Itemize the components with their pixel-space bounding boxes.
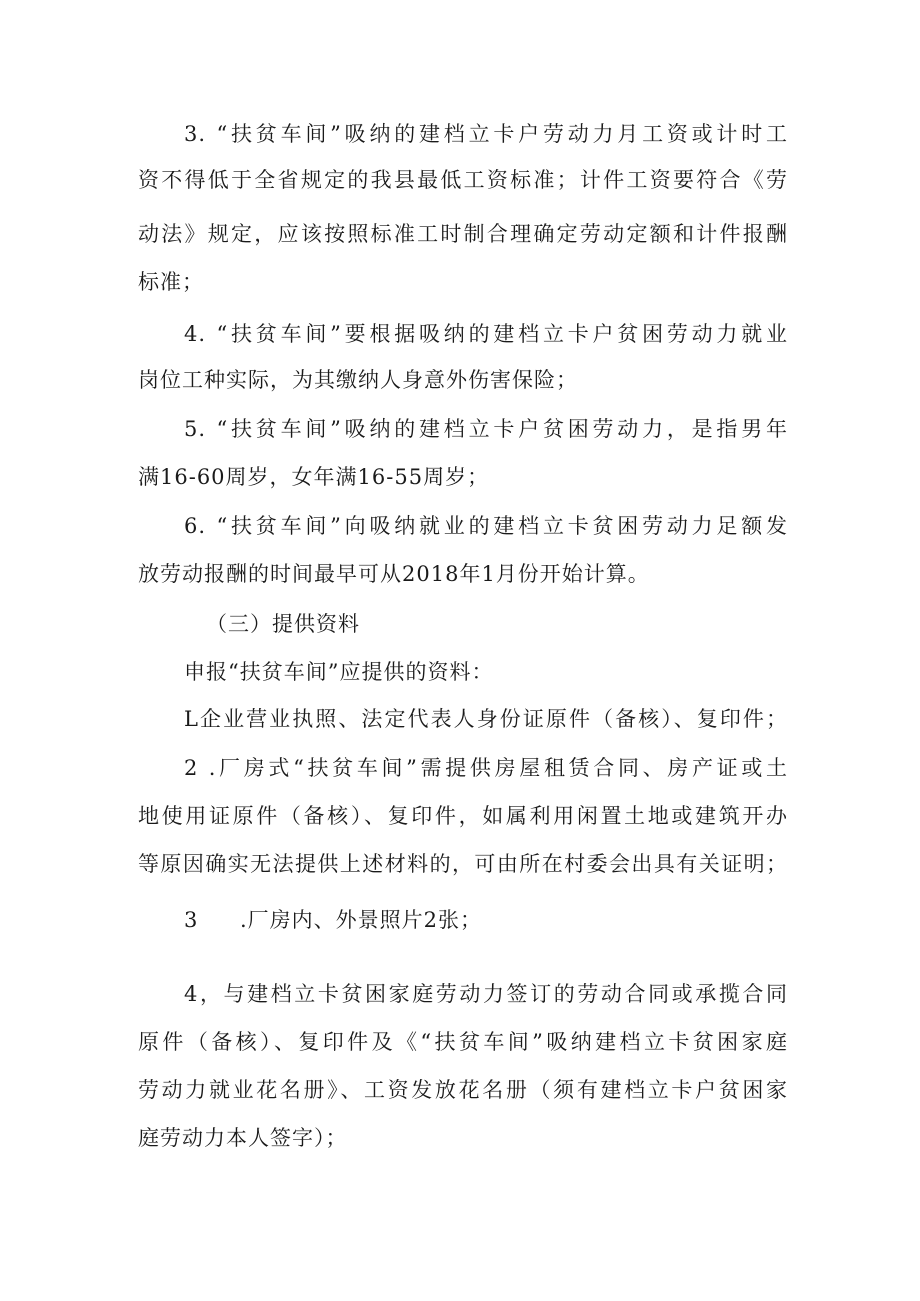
item-6-line-2: 放劳动报酬的时间最早可从2018年1月份开始计算。 [138,562,650,586]
material-2-line-2: 地使用证原件（备核）、复印件，如属利用闲置土地或建筑开办 [138,804,788,828]
material-3-text: .厂房内、外景照片2张； [240,908,483,932]
material-2-line-1: 2 .厂房式“扶贫车间”需提供房屋租赁合同、房产证或土 [184,756,788,780]
item-3-line-2: 资不得低于全省规定的我县最低工资标准；计件工资要符合《劳 [138,168,788,192]
item-3-line-4: 标准； [138,270,204,294]
material-4-line-4: 庭劳动力本人签字）； [138,1126,348,1150]
item-5-line-2: 满16-60周岁，女年满16-55周岁； [138,465,490,489]
material-1-line-1: L企业营业执照、法定代表人身份证原件（备核）、复印件； [184,707,788,731]
material-4-line-3: 劳动力就业花名册》、工资发放花名册（须有建档立卡户贫困家 [138,1078,788,1102]
section-heading: （三）提供资料 [206,612,360,636]
material-3-line-1 [184,906,482,934]
item-3-line-1: 3. “扶贫车间”吸纳的建档立卡户劳动力月工资或计时工 [184,122,788,146]
item-4-line-2: 岗位工种实际，为其缴纳人身意外伤害保险； [138,368,578,392]
item-4-line-1: 4. “扶贫车间”要根据吸纳的建档立卡户贫困劳动力就业 [184,322,788,346]
material-4-line-2: 原件（备核）、复印件及《“扶贫车间”吸纳建档立卡贫困家庭 [138,1030,788,1054]
material-4-line-1: 4，与建档立卡贫困家庭劳动力签订的劳动合同或承揽合同 [184,982,788,1006]
item-5-line-1: 5. “扶贫车间”吸纳的建档立卡户贫困劳动力，是指男年 [184,417,788,441]
materials-intro: 申报“扶贫车间”应提供的资料： [184,660,494,684]
item-6-line-1: 6. “扶贫车间”向吸纳就业的建档立卡贫困劳动力足额发 [184,514,788,538]
item-3-line-3: 动法》规定，应该按照标准工时制合理确定劳动定额和计件报酬 [138,222,788,246]
material-2-line-3: 等原因确实无法提供上述材料的，可由所在村委会出具有关证明； [138,852,788,876]
material-3-number: 3 [184,908,199,932]
